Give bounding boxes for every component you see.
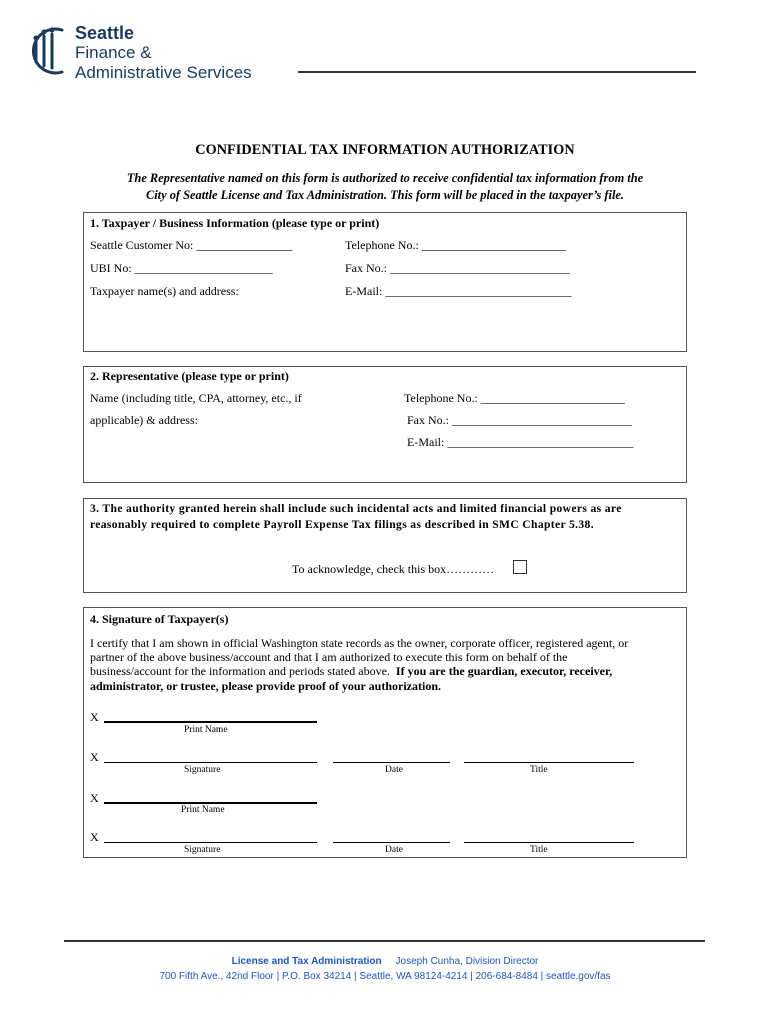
taxpayer-fax-field[interactable]: Fax No.: ______________________________ (345, 261, 570, 275)
intro-text (80, 170, 690, 204)
section2-heading: 2. Representative (please type or print) (90, 369, 289, 383)
logo-line-finance: Finance & (75, 43, 152, 62)
title-caption-2: Title (530, 845, 548, 855)
acknowledge-label: To acknowledge, check this box………… (292, 562, 495, 576)
footer-address: 700 Fifth Ave., 42nd Floor | P.O. Box 34214 | Seattle, WA 98124-4214 | 206-684-8484 | seattle.gov/fas (159, 971, 611, 982)
print-name-line-2[interactable] (104, 802, 317, 804)
certify-text-line-3-regular: business/account for the information and periods stated above. (90, 664, 390, 678)
x-mark: X (90, 710, 99, 724)
signature-caption-1: Signature (184, 765, 221, 775)
print-name-caption-1: Print Name (184, 725, 228, 735)
representative-email-field[interactable]: E-Mail: _______________________________ (407, 435, 634, 449)
footer-org: License and Tax Administration (231, 956, 382, 967)
x-mark: X (90, 791, 99, 805)
logo (22, 22, 282, 84)
footer-org-line (0, 956, 770, 967)
print-name-caption-2: Print Name (181, 805, 225, 815)
representative-telephone-field[interactable]: Telephone No.: ________________________ (404, 391, 625, 405)
title-line-1[interactable] (464, 762, 634, 763)
certify-text-line-2: partner of the above business/account and that I am authorized to execute this form on behalf of the (90, 650, 568, 664)
certify-text-line-3-bold: If you are the guardian, executor, receiver, (395, 664, 613, 678)
acknowledge-checkbox[interactable] (513, 560, 527, 574)
date-line-2[interactable] (333, 842, 450, 843)
certify-text-line-4: administrator, or trustee, please provide proof of your authorization. (90, 679, 441, 693)
section-taxpayer-info (83, 212, 687, 352)
title-line-2[interactable] (464, 842, 634, 843)
representative-name-label-1[interactable]: Name (including title, CPA, attorney, etc., if (90, 391, 302, 405)
title-caption-1: Title (530, 765, 548, 775)
certify-text-line-1: I certify that I am shown in official Washington state records as the owner, corporate officer, registered agent, or (90, 636, 629, 650)
intro-line-1: The Representative named on this form is authorized to receive confidential tax information from the (126, 171, 644, 185)
footer-rule (64, 940, 705, 942)
signature-line-1[interactable] (104, 762, 317, 763)
date-line-1[interactable] (333, 762, 450, 763)
date-caption-2: Date (385, 845, 403, 855)
logo-line-seattle: Seattle (75, 23, 135, 43)
representative-fax-field[interactable]: Fax No.: ______________________________ (407, 413, 632, 427)
print-name-line-1[interactable] (104, 721, 317, 723)
signature-line-2[interactable] (104, 842, 317, 843)
footer-director: Joseph Cunha, Division Director (395, 956, 539, 967)
section4-heading: 4. Signature of Taxpayer(s) (90, 612, 229, 626)
authority-text-line-1: 3. The authority granted herein shall include such incidental acts and limited financial powers as are (90, 502, 622, 515)
x-mark: X (90, 750, 99, 764)
ubi-number-field[interactable]: UBI No: _______________________ (90, 261, 273, 275)
date-caption-1: Date (385, 765, 403, 775)
authority-text-line-2: reasonably required to complete Payroll Expense Tax filings as described in SMC Chapter 5.38. (90, 518, 594, 531)
x-mark: X (90, 830, 99, 844)
signature-caption-2: Signature (184, 845, 221, 855)
customer-number-field[interactable]: Seattle Customer No: ________________ (90, 238, 293, 252)
taxpayer-name-address-field[interactable]: Taxpayer name(s) and address: (90, 284, 239, 298)
taxpayer-email-field[interactable]: E-Mail: _______________________________ (345, 284, 572, 298)
seattle-logo-icon (22, 22, 68, 80)
intro-line-2: City of Seattle License and Tax Administration. This form will be placed in the taxpayer’s file. (145, 188, 625, 202)
header-rule (298, 71, 696, 73)
section1-heading: 1. Taxpayer / Business Information (please type or print) (90, 216, 380, 230)
representative-name-label-2[interactable]: applicable) & address: (90, 413, 198, 427)
page-title: CONFIDENTIAL TAX INFORMATION AUTHORIZATION (195, 142, 575, 158)
certify-text-line-3 (90, 664, 612, 679)
logo-line-admin: Administrative Services (75, 63, 252, 82)
taxpayer-telephone-field[interactable]: Telephone No.: ________________________ (345, 238, 566, 252)
